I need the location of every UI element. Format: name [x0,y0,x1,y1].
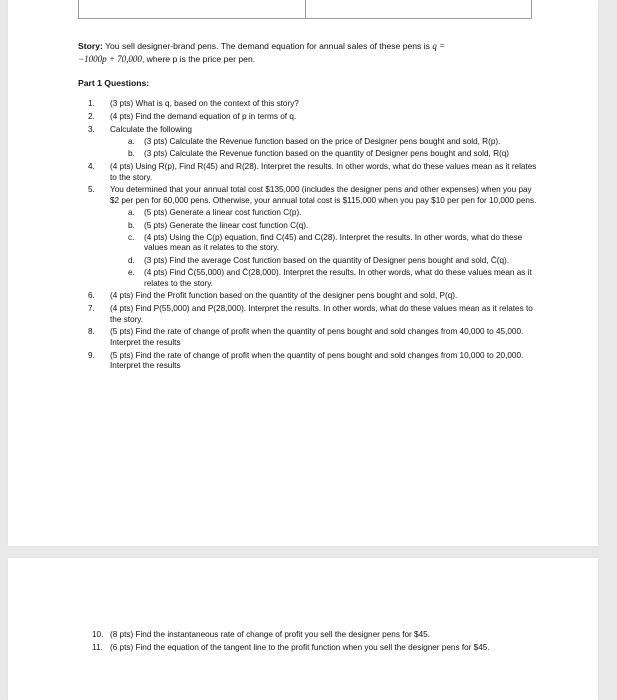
subquestion-3b [128,149,540,159]
subquestion-5e [128,268,540,289]
question-text: Calculate the following [110,124,192,134]
table-fragment [78,0,532,19]
question-text: (5 pts) Find the rate of change of profit when the quantity of pens bought and sold changes from 40,000 to 45,000. Interpret the results [110,327,524,347]
question-text: (4 pts) Find the demand equation of p in terms of q. [110,111,297,121]
subquestion-letter: b. [128,220,135,230]
page-2 [8,558,598,700]
question-number: 6. [88,291,95,301]
subquestion-letter: e. [128,268,135,278]
question-4 [88,162,540,183]
subquestion-text: (4 pts) Find C̄(55,000) and C̄(28,000). Interpret the results. In other words, what do these values mean as it relates to the story. [144,268,532,288]
page-1 [8,0,598,546]
question-number: 5. [88,185,95,195]
question-text: (4 pts) Using R(p), Find R(45) and R(28). Interpret the results. In other words, what do these values mean as it relates to the story. [110,162,537,182]
subquestion-letter: a. [128,137,135,146]
subquestion-3a [128,137,540,147]
story-label: Story: [78,41,103,51]
subquestion-letter: c. [128,233,135,243]
question-text: (4 pts) Find the Profit function based on the quantity of the designer pens bought and sold, P(q). [110,291,458,301]
question-1 [88,99,540,109]
question-number: 1. [88,99,95,108]
question-2 [88,112,540,122]
question-number: 11. [92,642,103,652]
question-text: (5 pts) Find the rate of change of profit when the quantity of pens bought and sold changes from 10,000 to 20,000. Interpret the results [110,350,524,371]
subquestion-5d [128,256,540,266]
subquestion-text: (3 pts) Calculate the Revenue function based on the quantity of Designer pens bought and sold, R(q) [144,149,510,159]
question-number: 4. [88,162,95,172]
question-5 [88,185,540,289]
question-number: 2. [88,111,95,121]
subquestion-5b [128,221,540,231]
question-text: (3 pts) What is q, based on the context of this story? [110,99,299,108]
question-text: (6 pts) Find the equation of the tangent line to the profit function when you sell the designer pens for $45. [110,642,490,652]
subquestion-5c [128,233,540,254]
question-11 [92,643,532,653]
question-number: 9. [88,350,95,360]
question-text: (8 pts) Find the instantaneous rate of change of profit you sell the designer pens for $45. [110,630,430,639]
question-number: 3. [88,124,95,134]
question-9 [88,351,540,372]
question-list-continued [92,630,532,656]
subquestion-text: (5 pts) Generate the linear cost function C(q). [144,220,309,230]
question-text: You determined that your annual total cost $135,000 (includes the designer pens and other expenses) when you pay $2 per pen for 60,000 pens. Otherwise, your annual total cost is $115,000 when you pay $10 per pen for 10,000 pens. [110,185,537,205]
question-number: 8. [88,327,95,337]
question-number: 10. [92,630,104,639]
demand-equation-rhs: −1000p + 70,000 [78,54,142,64]
question-8 [88,327,540,348]
question-list [88,99,540,374]
subquestion-text: (3 pts) Find the average Cost function based on the quantity of Designer pens bought and sold, C̄(q). [144,255,510,265]
question-7 [88,304,540,325]
subquestion-text: (4 pts) Using the C(p) equation, find C(45) and C(28). Interpret the results. In other words, what do these values mean as it relates to the story. [144,233,523,253]
subquestion-text: (3 pts) Calculate the Revenue function based on the price of Designer pens bought and sold, R(p). [144,137,501,146]
question-3 [88,125,540,160]
subquestion-5a [128,208,540,218]
subquestion-text: (5 pts) Generate a linear cost function C(p). [144,208,302,218]
subquestion-letter: d. [128,255,135,265]
part-1-title: Part 1 Questions: [78,78,150,88]
table-cell [79,0,305,18]
demand-equation-lhs: q = [432,41,446,51]
story-text: You sell designer-brand pens. The demand equation for annual sales of these pens is [102,41,433,51]
question-6 [88,291,540,301]
question-10 [92,630,532,640]
subquestion-letter: b. [128,149,135,159]
story-text-end: , where p is the price per pen. [141,54,256,64]
question-text: (4 pts) Find P(55,000) and P(28,000). Interpret the results. In other words, what do these values mean as it relates to the story. [110,304,533,324]
question-number: 7. [88,304,95,314]
subquestion-letter: a. [128,208,135,218]
story-paragraph [78,40,538,66]
table-cell [305,0,532,18]
